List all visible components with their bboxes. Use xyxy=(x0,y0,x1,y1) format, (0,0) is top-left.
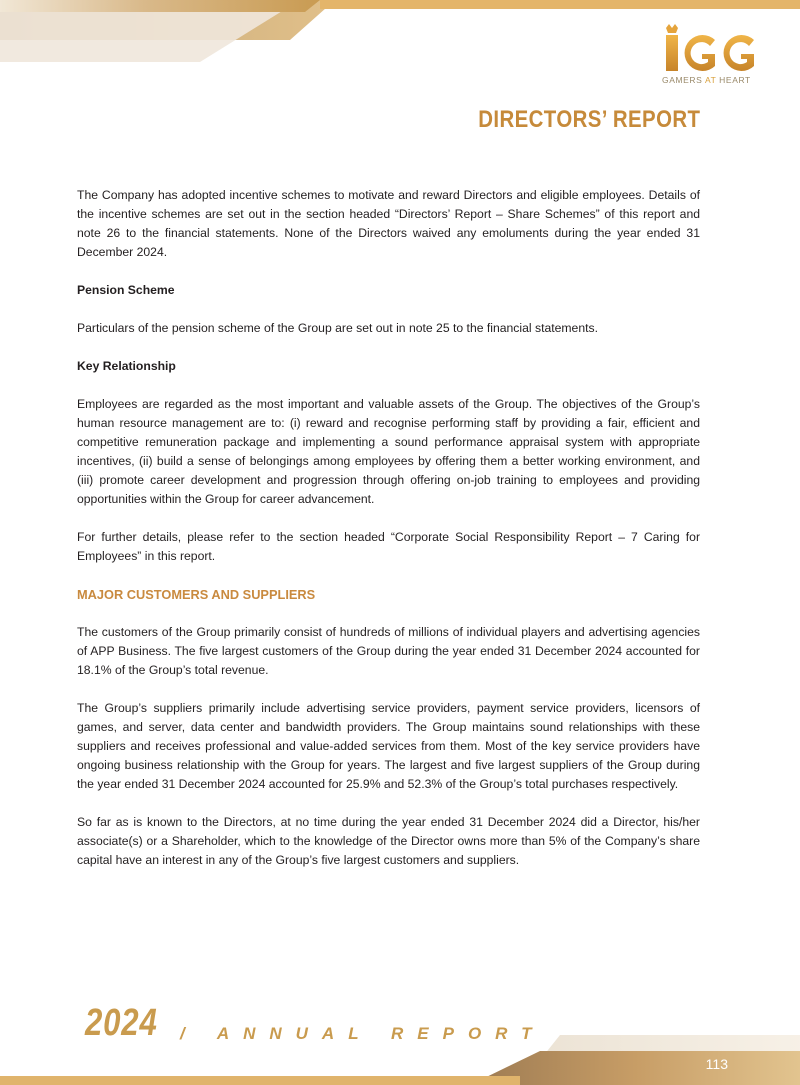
report-body xyxy=(77,186,700,889)
paragraph-incentive-schemes: The Company has adopted incentive schemes to motivate and reward Directors and eligible employees. Details of the incentive schemes are set out in the section headed “Directors’ Report – Share Schemes” of this report and note 26 to the financial statements. None of the Directors waived any emoluments during the year ended 31 December 2024. xyxy=(77,188,700,259)
heading-major-customers-suppliers: MAJOR CUSTOMERS AND SUPPLIERS xyxy=(77,587,316,602)
paragraph-customers: The customers of the Group primarily consist of hundreds of millions of individual players and advertising agencies of APP Business. The five largest customers of the Group during the year ended 31 December 2024 accounted for 18.1% of the Group’s total revenue. xyxy=(77,625,700,677)
page-title: DIRECTORS’ REPORT xyxy=(477,106,700,133)
logo-letters: IGG xyxy=(660,24,662,25)
paragraph-further-details: For further details, please refer to the section headed “Corporate Social Responsibility Report – 7 Caring for Employees” in this report. xyxy=(77,530,700,563)
paragraph-employees: Employees are regarded as the most important and valuable assets of the Group. The objectives of the Group’s human resource management are to: (i) reward and recognise performing staff by providing a fair, efficient and competitive remuneration package and implementing a sound performance appraisal system with appropriate incentives, (ii) build a sense of belongings among employees by offering them a better working environment, and (iii) promote career development and progression through offering on-job training to employees and providing opportunities within the Group for career advancement. xyxy=(77,397,700,506)
footer-annual-report: / ANNUAL REPORT xyxy=(180,1024,546,1043)
paragraph-suppliers: The Group’s suppliers primarily include advertising service providers, payment service providers, licensors of games, and server, data center and bandwidth providers. The Group maintains sound relationships with these suppliers and receives professional and value-added services from them. Most of the key service providers have ongoing business relationship with the Group for years. The largest and five largest suppliers of the Group during the year ended 31 December 2024 accounted for 25.9% and 52.3% of the Group’s total purchases respectively. xyxy=(77,701,700,791)
heading-pension-scheme: Pension Scheme xyxy=(77,283,175,297)
paragraph-directors-interest: So far as is known to the Directors, at no time during the year ended 31 December 2024 did a Director, his/her associate(s) or a Shareholder, which to the knowledge of the Director owns more than 5% of the Company’s share capital have an interest in any of the Group’s five largest customers and suppliers. xyxy=(77,815,700,867)
logo-tagline xyxy=(662,75,762,85)
paragraph-pension-scheme: Particulars of the pension scheme of the Group are set out in note 25 to the financial statements. xyxy=(77,321,598,335)
logo-tagline-accent: AT xyxy=(704,75,717,85)
footer-year: 2024 xyxy=(85,1002,158,1044)
heading-key-relationship: Key Relationship xyxy=(77,359,176,373)
logo-tagline-post: HEART xyxy=(716,75,751,85)
page-number: 113 xyxy=(705,1056,728,1072)
logo-tagline-pre: GAMERS xyxy=(662,75,705,85)
